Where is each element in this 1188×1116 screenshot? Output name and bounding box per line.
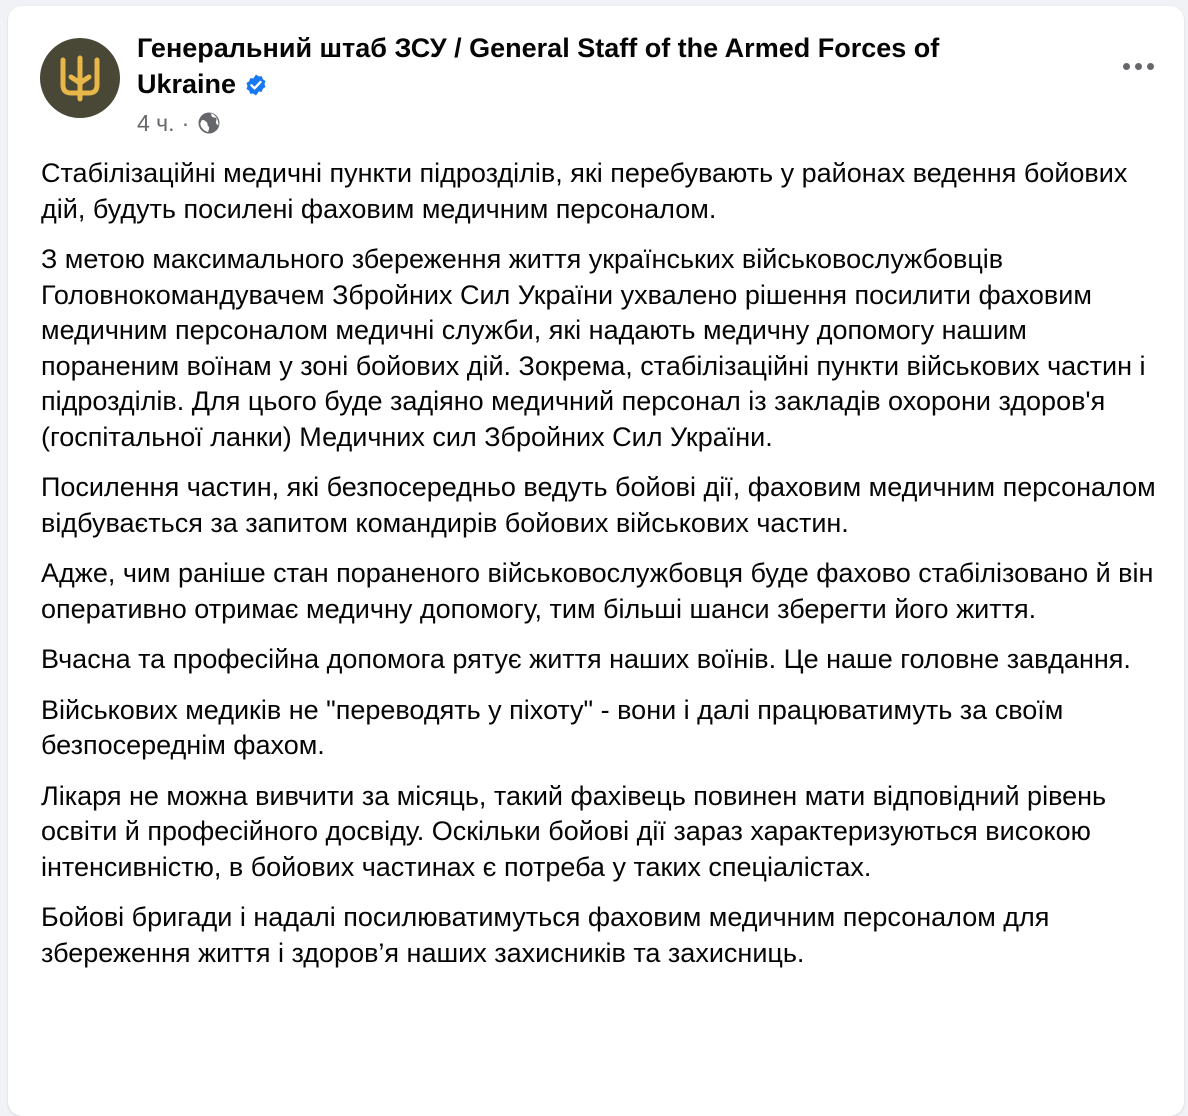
- post-paragraph: З метою максимального збереження життя українських військовослужбовців Головнокомандувачем Збройних Сил України ухвалено рішення посилити фаховим медичним персоналом медичні служби, які надають медичну допомогу нашим пораненим воїнам у зоні бойових дій. Зокрема, стабілізаційні пункти військових частин і підрозділів. Для цього буде задіяно медичний персонал із закладів охорони здоров'я (госпітальної ланки) Медичних сил Збройних Сил України.: [41, 244, 1146, 452]
- post-meta: [137, 107, 221, 139]
- more-options-button[interactable]: [1116, 52, 1160, 80]
- post-card: [8, 6, 1184, 1116]
- verified-badge-icon: [244, 73, 268, 97]
- meta-separator: ·: [181, 109, 190, 136]
- post-paragraph: Посилення частин, які безпосередньо ведуть бойові дії, фаховим медичним персоналом відбувається за запитом командирів бойових військових частин.: [41, 472, 1156, 538]
- post-paragraph: Військових медиків не "переводять у піхоту" - вони і далі працюватимуть за своїм безпосереднім фахом.: [41, 694, 1064, 760]
- post-paragraph: Лікаря не можна вивчити за місяць, такий фахівець повинен мати відповідний рівень освіти й професійного досвіду. Оскільки бойові дії зараз характеризуються високою інтенсивністю, в бойових частинах є потреба у таких спеціалістах.: [41, 780, 1107, 882]
- trident-icon: [57, 53, 103, 103]
- post-author[interactable]: [137, 30, 1037, 102]
- more-options-icon: [1123, 63, 1130, 70]
- post-body: [41, 156, 1166, 986]
- post-paragraph: Стабілізаційні медичні пункти підрозділів, які перебувають у районах ведення бойових дій, будуть посилені фаховим медичним персоналом.: [41, 158, 1128, 224]
- author-name[interactable]: Генеральний штаб ЗСУ / General Staff of the Armed Forces of Ukraine: [137, 33, 940, 99]
- more-options-icon: [1147, 63, 1154, 70]
- post-paragraph: Адже, чим раніше стан пораненого військовослужбовця буде фахово стабілізовано й він оперативно отримає медичну допомогу, тим більші шанси зберегти його життя.: [41, 558, 1154, 624]
- post-paragraph: Бойові бригади і надалі посилюватимуться фаховим медичним персоналом для збереження життя і здоров’я наших захисників та захисниць.: [41, 902, 1050, 968]
- more-options-icon: [1135, 63, 1142, 70]
- post-timestamp[interactable]: 4 ч.: [137, 109, 175, 136]
- post-paragraph: Вчасна та професійна допомога рятує життя наших воїнів. Це наше головне завдання.: [41, 644, 1131, 674]
- globe-icon: [197, 111, 221, 135]
- page-avatar[interactable]: [40, 38, 120, 118]
